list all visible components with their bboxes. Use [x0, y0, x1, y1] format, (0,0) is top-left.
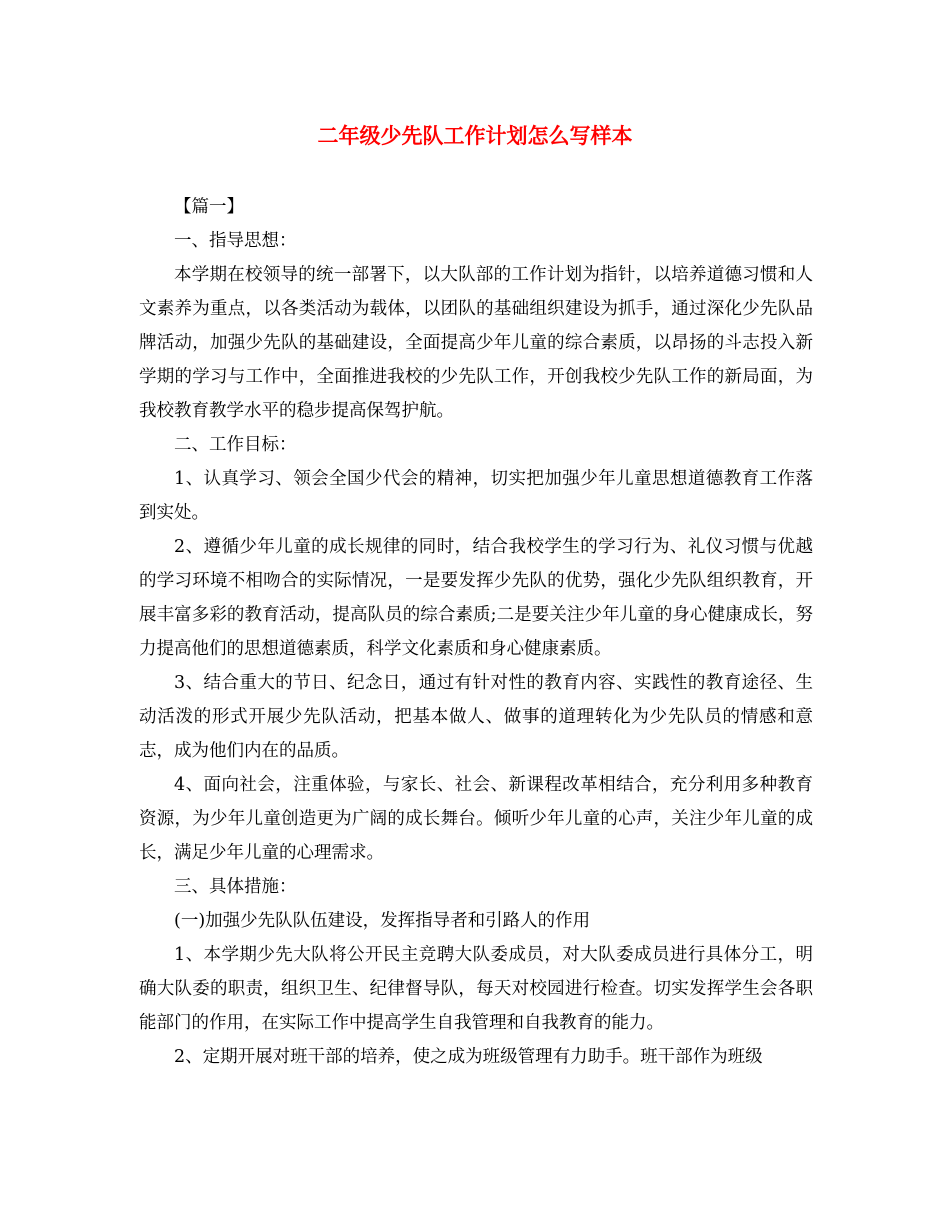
- document-title: 二年级少先队工作计划怎么写样本: [317, 123, 633, 148]
- heading-measures: 三、具体措施：: [174, 877, 297, 897]
- paragraph: 本学期在校领导的统一部署下，以大队部的工作计划为指针，以培养道德习惯和人文素养为重点，以各类活动为载体，以团队的基础组织建设为抓手，通过深化少先队品牌活动，加强少先队的基础建设，全面提高少年儿童的综合素质，以昂扬的斗志投入新学期的学习与工作中，全面推进我校的少先队工作，开创我校少先队工作的新局面，为我校教育教学水平的稳步提高保驾护航。: [139, 265, 813, 421]
- paragraph: 2、遵循少年儿童的成长规律的同时，结合我校学生的学习行为、礼仪习惯与优越的学习环境不相吻合的实际情况，一是要发挥少先队的优势，强化少先队组织教育，开展丰富多彩的教育活动，提高队员的综合素质;二是要关注少年儿童的身心健康成长，努力提高他们的思想道德素质，科学文化素质和身心健康素质。: [139, 537, 813, 659]
- paragraph: 1、认真学习、领会全国少代会的精神，切实把加强少年儿童思想道德教育工作落到实处。: [139, 469, 813, 523]
- paragraph: 3、结合重大的节日、纪念日，通过有针对性的教育内容、实践性的教育途径、生动活泼的形式开展少先队活动，把基本做人、做事的道理转化为少先队员的情感和意志，成为他们内在的品质。: [139, 673, 813, 761]
- document-body: [139, 190, 813, 1074]
- paragraph: 1、本学期少先大队将公开民主竞聘大队委成员，对大队委成员进行具体分工，明确大队委的职责，组织卫生、纪律督导队，每天对校园进行检查。切实发挥学生会各职能部门的作用，在实际工作中提高学生自我管理和自我教育的能力。: [139, 945, 813, 1033]
- paragraph: 4、面向社会，注重体验，与家长、社会、新课程改革相结合，充分利用多种教育资源，为少年儿童创造更为广阔的成长舞台。倾听少年儿童的心声，关注少年儿童的成长，满足少年儿童的心理需求。: [139, 775, 813, 863]
- paragraph: 2、定期开展对班干部的培养，使之成为班级管理有力助手。班干部作为班级: [174, 1047, 763, 1067]
- heading-guiding-ideology: 一、指导思想：: [174, 231, 297, 251]
- section-label: 【篇一】: [174, 197, 244, 217]
- subheading: (一)加强少先队队伍建设，发挥指导者和引路人的作用: [174, 911, 591, 931]
- heading-work-goals: 二、工作目标：: [174, 435, 297, 455]
